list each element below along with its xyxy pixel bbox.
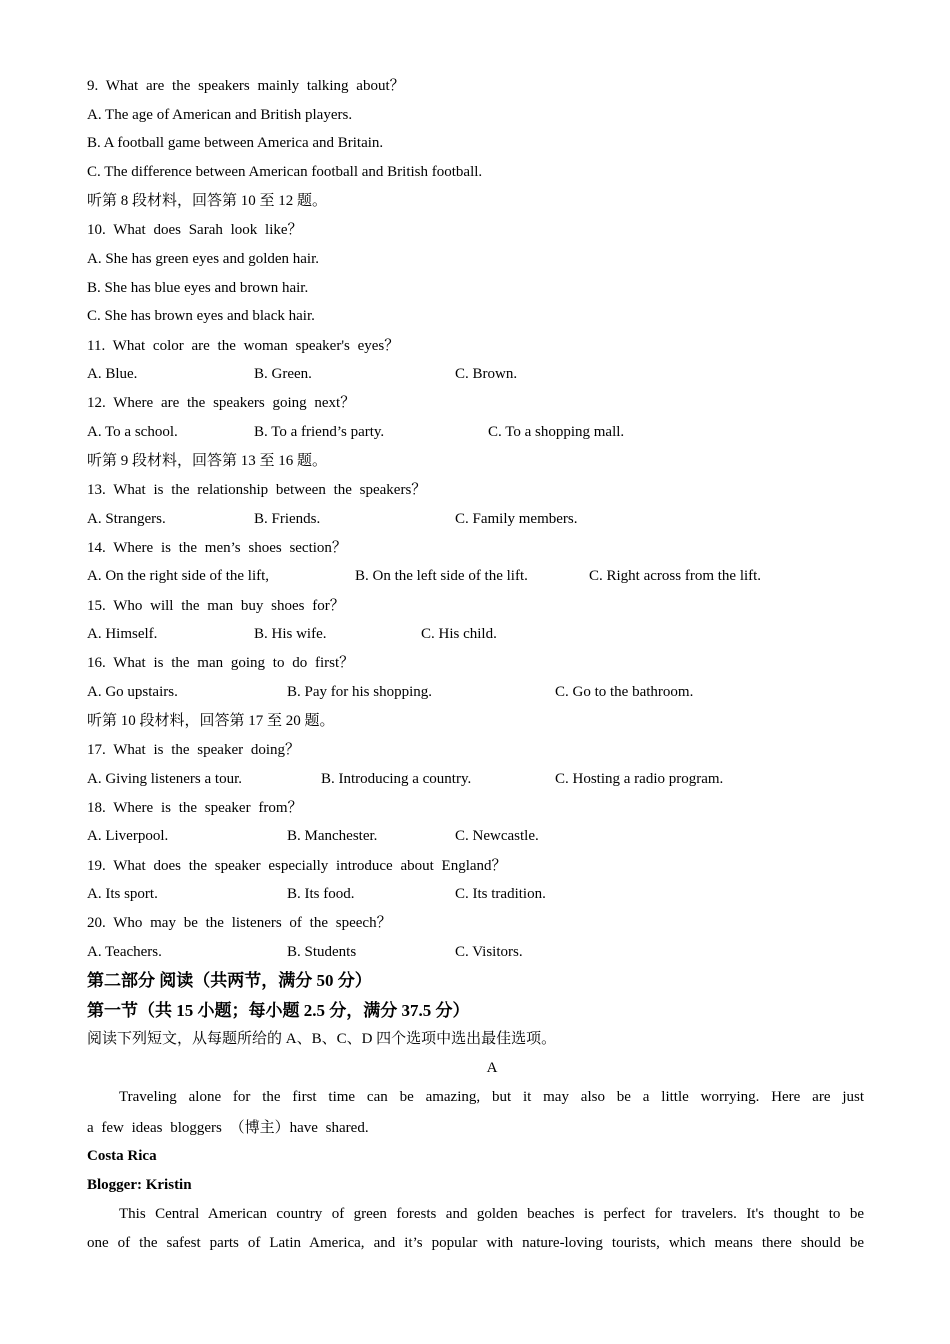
option-13a: A. Strangers.	[87, 511, 166, 527]
option-10b: B. She has blue eyes and brown hair.	[87, 280, 309, 296]
question-19: 19. What does the speaker especially introduce about England？	[87, 858, 507, 874]
option-16b: B. Pay for his shopping.	[287, 684, 433, 700]
option-18a: A. Liverpool.	[87, 828, 169, 844]
paragraph-1-line-2: a few ideas bloggers （博主）have shared.	[87, 1120, 369, 1136]
reading-instruction: 阅读下列短文，从每题所给的 A、B、C、D 四个选项中选出最佳选项。	[87, 1031, 557, 1047]
option-9a: A. The age of American and British players.	[87, 107, 353, 123]
options-row-16	[87, 682, 867, 702]
question-11: 11. What color are the woman speaker's eyes？	[87, 338, 400, 354]
option-15a: A. Himself.	[87, 626, 158, 642]
option-16c: C. Go to the bathroom.	[555, 684, 694, 700]
question-15: 15. Who will the man buy shoes for？	[87, 598, 345, 614]
option-17b: B. Introducing a country.	[321, 771, 472, 787]
part-two-heading: 第二部分 阅读（共两节，满分 50 分）	[87, 971, 372, 990]
option-10c: C. She has brown eyes and black hair.	[87, 308, 315, 324]
paragraph-2-line-2: one of the safest parts of Latin America, and it’s popular with nature-loving tourists, which means there should be	[87, 1235, 864, 1251]
option-9c: C. The difference between American football and British football.	[87, 164, 483, 180]
options-row-20	[87, 942, 867, 962]
option-19b: B. Its food.	[287, 886, 355, 902]
question-10: 10. What does Sarah look like？	[87, 222, 303, 238]
section-instruction-8: 听第 8 段材料，回答第 10 至 12 题。	[87, 193, 328, 209]
options-row-13	[87, 509, 867, 529]
option-14a: A. On the right side of the lift,	[87, 568, 270, 584]
question-13: 13. What is the relationship between the speakers？	[87, 482, 427, 498]
option-16a: A. Go upstairs.	[87, 684, 178, 700]
question-18: 18. Where is the speaker from？	[87, 800, 303, 816]
paragraph-2-line-1: This Central American country of green forests and golden beaches is perfect for travelers. It's thought to be	[119, 1206, 864, 1222]
option-18b: B. Manchester.	[287, 828, 378, 844]
option-19c: C. Its tradition.	[455, 886, 546, 902]
option-13b: B. Friends.	[254, 511, 321, 527]
section-instruction-9: 听第 9 段材料，回答第 13 至 16 题。	[87, 453, 328, 469]
question-12: 12. Where are the speakers going next？	[87, 395, 356, 411]
question-17: 17. What is the speaker doing？	[87, 742, 301, 758]
options-row-18	[87, 826, 867, 846]
option-9b: B. A football game between America and Britain.	[87, 135, 384, 151]
blogger-heading: Blogger: Kristin	[87, 1177, 192, 1193]
option-20c: C. Visitors.	[455, 944, 523, 960]
option-15c: C. His child.	[421, 626, 497, 642]
option-18c: C. Newcastle.	[455, 828, 539, 844]
options-row-17	[87, 769, 867, 789]
option-19a: A. Its sport.	[87, 886, 158, 902]
question-14: 14. Where is the men’s shoes section？	[87, 540, 347, 556]
question-9: 9. What are the speakers mainly talking about？	[87, 78, 405, 94]
option-14c: C. Right across from the lift.	[589, 568, 762, 584]
option-20b: B. Students	[287, 944, 357, 960]
option-10a: A. She has green eyes and golden hair.	[87, 251, 320, 267]
option-13c: C. Family members.	[455, 511, 578, 527]
options-row-11	[87, 364, 867, 384]
options-row-14	[87, 566, 867, 586]
section-instruction-10: 听第 10 段材料，回答第 17 至 20 题。	[87, 713, 335, 729]
paragraph-1-line-1: Traveling alone for the first time can be amazing, but it may also be a little worrying. Here are just	[119, 1089, 864, 1105]
question-16: 16. What is the man going to do first？	[87, 655, 355, 671]
option-11c: C. Brown.	[455, 366, 518, 382]
place-heading: Costa Rica	[87, 1148, 157, 1164]
passage-label: A	[486, 1060, 498, 1076]
options-row-19	[87, 884, 867, 904]
option-17a: A. Giving listeners a tour.	[87, 771, 242, 787]
option-12b: B. To a friend’s party.	[254, 424, 385, 440]
option-14b: B. On the left side of the lift.	[355, 568, 528, 584]
option-12a: A. To a school.	[87, 424, 178, 440]
option-12c: C. To a shopping mall.	[488, 424, 625, 440]
option-11a: A. Blue.	[87, 366, 138, 382]
question-20: 20. Who may be the listeners of the speech？	[87, 915, 392, 931]
option-17c: C. Hosting a radio program.	[555, 771, 724, 787]
option-15b: B. His wife.	[254, 626, 327, 642]
options-row-12	[87, 422, 867, 442]
option-20a: A. Teachers.	[87, 944, 162, 960]
section-one-heading: 第一节（共 15 小题；每小题 2.5 分，满分 37.5 分）	[87, 1001, 470, 1020]
option-11b: B. Green.	[254, 366, 312, 382]
options-row-15	[87, 624, 867, 644]
